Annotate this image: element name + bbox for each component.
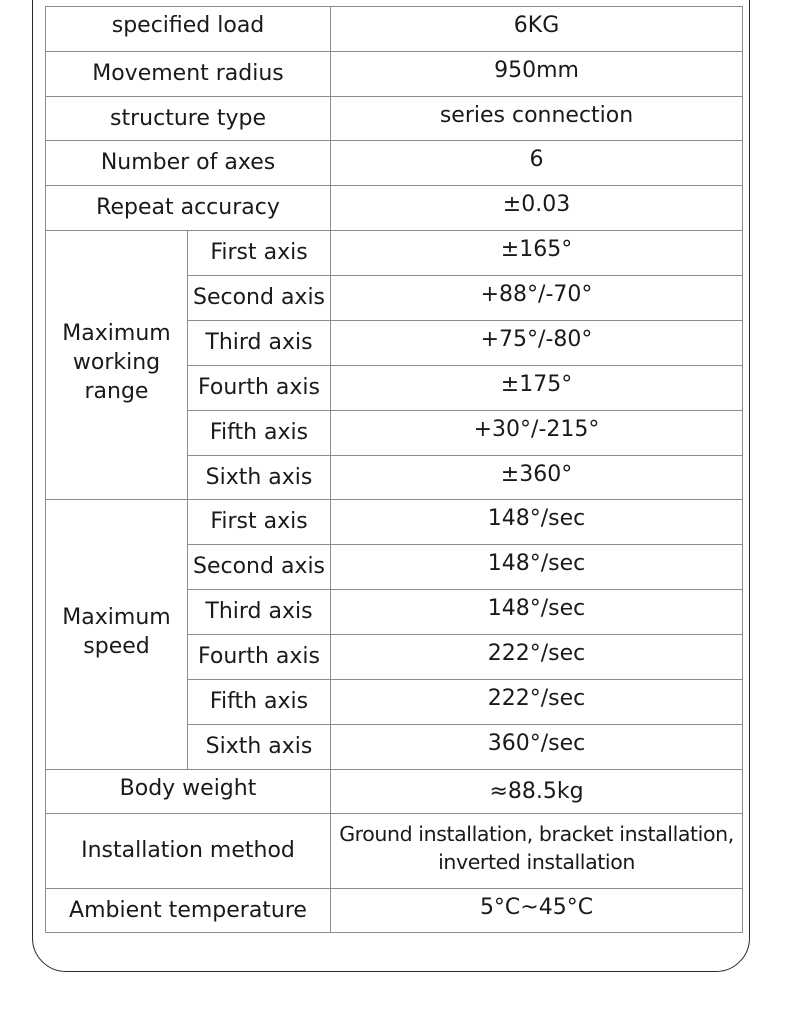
axis-label: Third axis [188, 321, 331, 366]
axis-label: Fourth axis [188, 366, 331, 411]
axis-label: Third axis [188, 590, 331, 635]
axis-label: Fifth axis [188, 680, 331, 725]
axis-label: First axis [188, 231, 331, 276]
axis-label: Sixth axis [188, 456, 331, 500]
row-value: Ground installation, bracket installation, inverted installation [331, 814, 743, 889]
axis-label: Second axis [188, 545, 331, 590]
axis-value: 148°/sec [331, 500, 743, 545]
group-label-working-range: Maximum working range [46, 231, 188, 500]
axis-value: 222°/sec [331, 680, 743, 725]
axis-value: 360°/sec [331, 725, 743, 770]
row-value: 6KG [331, 7, 743, 52]
axis-label: Second axis [188, 276, 331, 321]
table-row [46, 889, 743, 933]
axis-label: Fifth axis [188, 411, 331, 456]
row-label: Movement radius [46, 52, 331, 97]
row-label: Repeat accuracy [46, 186, 331, 231]
table-row [46, 814, 743, 889]
table-row [46, 500, 743, 545]
row-value: ±0.03 [331, 186, 743, 231]
axis-label: Sixth axis [188, 725, 331, 770]
table-row [46, 97, 743, 141]
table-row [46, 141, 743, 186]
axis-value: ±165° [331, 231, 743, 276]
row-value: 950mm [331, 52, 743, 97]
axis-value: +30°/-215° [331, 411, 743, 456]
axis-label: First axis [188, 500, 331, 545]
axis-value: ±360° [331, 456, 743, 500]
row-value: series connection [331, 97, 743, 141]
axis-value: 222°/sec [331, 635, 743, 680]
axis-value: 148°/sec [331, 545, 743, 590]
row-value: 6 [331, 141, 743, 186]
axis-value: +88°/-70° [331, 276, 743, 321]
table-row [46, 7, 743, 52]
row-value: ≈88.5kg [331, 770, 743, 814]
row-label: Body weight [46, 770, 331, 814]
row-label: Ambient temperature [46, 889, 331, 933]
row-label: Number of axes [46, 141, 331, 186]
spec-table [45, 6, 743, 933]
table-row [46, 52, 743, 97]
row-label: Installation method [46, 814, 331, 889]
axis-label: Fourth axis [188, 635, 331, 680]
table-row [46, 770, 743, 814]
row-label: structure type [46, 97, 331, 141]
table-row [46, 231, 743, 276]
group-label-max-speed: Maximum speed [46, 500, 188, 770]
row-value: 5°C~45°C [331, 889, 743, 933]
table-row [46, 186, 743, 231]
row-label: specified load [46, 7, 331, 52]
axis-value: +75°/-80° [331, 321, 743, 366]
axis-value: 148°/sec [331, 590, 743, 635]
axis-value: ±175° [331, 366, 743, 411]
